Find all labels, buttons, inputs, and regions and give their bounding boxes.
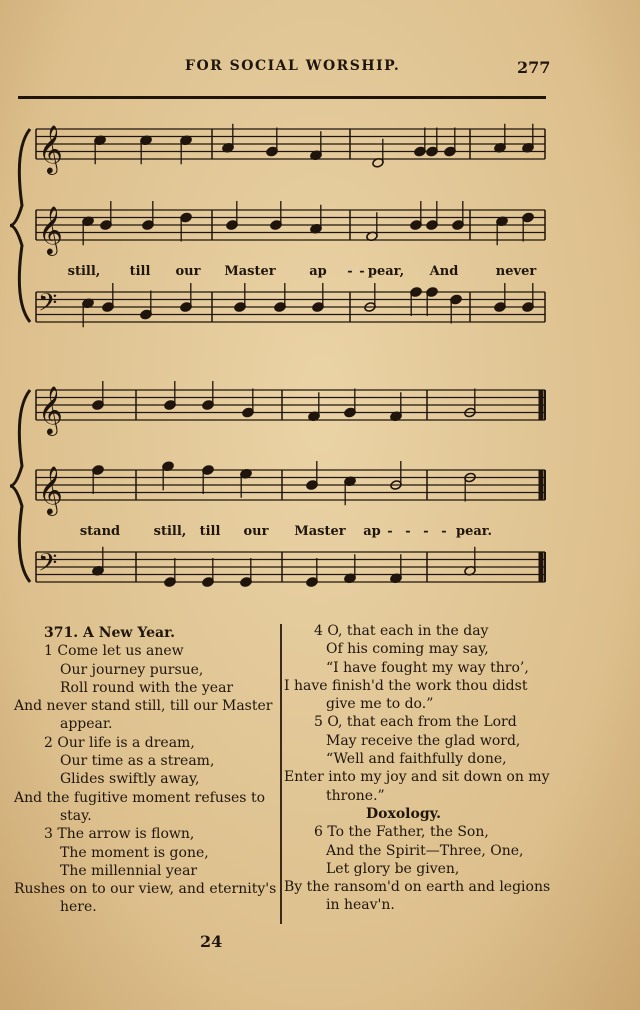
- hymn-line: By the ransom'd on earth and legions: [284, 879, 551, 896]
- bass-clef-icon: 𝄢: [38, 548, 58, 584]
- brace: [10, 129, 30, 322]
- hymn-line: appear.: [60, 716, 113, 733]
- signature-mark: 24: [200, 932, 223, 951]
- hymn-line: Roll round with the year: [60, 679, 234, 696]
- lyric-syllable: till: [129, 264, 151, 279]
- hymn-line: throne.”: [326, 787, 385, 804]
- hymn-line: 4 O, that each in the day: [314, 623, 489, 639]
- lyric-syllable: pear.: [456, 524, 492, 539]
- lyric-syllable: Master: [294, 524, 346, 539]
- lyric-syllable: -: [347, 264, 353, 279]
- hymn-line: Doxology.: [366, 805, 442, 822]
- lyric-syllable: pear,: [367, 264, 405, 279]
- lyric-syllable: still,: [67, 264, 101, 279]
- lyric-syllable: stand: [79, 524, 121, 539]
- lyric-syllable: our: [243, 524, 269, 539]
- page-number: 277: [517, 58, 551, 77]
- hymn-line: I have finish'd the work thou didst: [284, 677, 528, 694]
- hymn-line: Our time as a stream,: [60, 753, 215, 770]
- hymn-line: “I have fought my way thro’,: [326, 659, 529, 676]
- lyric-syllable: till: [199, 524, 221, 539]
- hymn-line: Glides swiftly away,: [60, 771, 200, 788]
- hymn-line: give me to do.”: [326, 696, 434, 713]
- hymn-line: Enter into my joy and sit down on my: [284, 769, 550, 786]
- hymn-line: in heav'n.: [326, 897, 395, 914]
- hymn-line: Of his coming may say,: [326, 641, 489, 658]
- treble-clef-icon: 𝄞: [38, 465, 63, 514]
- hymn-line: And never stand still, till our Master: [14, 698, 273, 715]
- hymn-line: “Well and faithfully done,: [326, 751, 507, 768]
- hymn-title: 371. A New Year.: [44, 625, 176, 641]
- hymn-line: here.: [60, 899, 97, 916]
- hymn-line: 6 To the Father, the Son,: [314, 824, 489, 841]
- final-bar-line: [539, 470, 543, 500]
- lyric-syllable: And: [429, 264, 459, 279]
- treble-clef-icon: 𝄞: [38, 205, 63, 254]
- lyric-syllable: Master: [224, 264, 276, 279]
- lyric-syllable: -: [359, 264, 365, 279]
- hymn-line: 3 The arrow is flown,: [44, 826, 195, 843]
- hymn-line: The millennial year: [60, 862, 198, 879]
- brace: [10, 390, 30, 582]
- hymn-line: 1 Come let us anew: [44, 643, 184, 660]
- column-divider: [280, 624, 282, 924]
- hymn-line: Our journey pursue,: [60, 661, 204, 678]
- hymn-line: 5 O, that each from the Lord: [314, 714, 517, 731]
- hymn-line: 2 Our life is a dream,: [44, 734, 195, 751]
- running-title: FOR SOCIAL WORSHIP.: [185, 58, 401, 74]
- lyric-syllable: our: [175, 264, 201, 279]
- lyric-syllable: ap: [363, 524, 381, 539]
- hymn-left-column: [14, 624, 276, 917]
- hymn-right-column: [284, 622, 550, 915]
- final-bar-line: [539, 390, 543, 420]
- lyric-syllable: -: [387, 524, 393, 539]
- treble-clef-icon: 𝄞: [38, 124, 63, 173]
- lyric-syllable: -: [405, 524, 411, 539]
- treble-clef-icon: 𝄞: [38, 385, 63, 434]
- hymn-line: And the Spirit—Three, One,: [326, 842, 524, 859]
- bass-clef-icon: 𝄢: [38, 288, 58, 324]
- lyric-syllable: -: [441, 524, 447, 539]
- final-bar-line: [539, 552, 543, 582]
- hymn-line: stay.: [60, 807, 92, 824]
- lyric-syllable: still,: [153, 524, 187, 539]
- lyric-syllable: -: [423, 524, 429, 539]
- lyric-syllable: ap: [309, 264, 327, 279]
- lyric-syllable: never: [495, 264, 537, 279]
- hymn-line: And the fugitive moment refuses to: [14, 789, 265, 806]
- hymn-line: Let glory be given,: [326, 860, 460, 877]
- hymn-line: Rushes on to our view, and eternity's: [14, 881, 277, 898]
- hymn-line: The moment is gone,: [60, 844, 209, 861]
- hymn-line: May receive the glad word,: [326, 732, 521, 749]
